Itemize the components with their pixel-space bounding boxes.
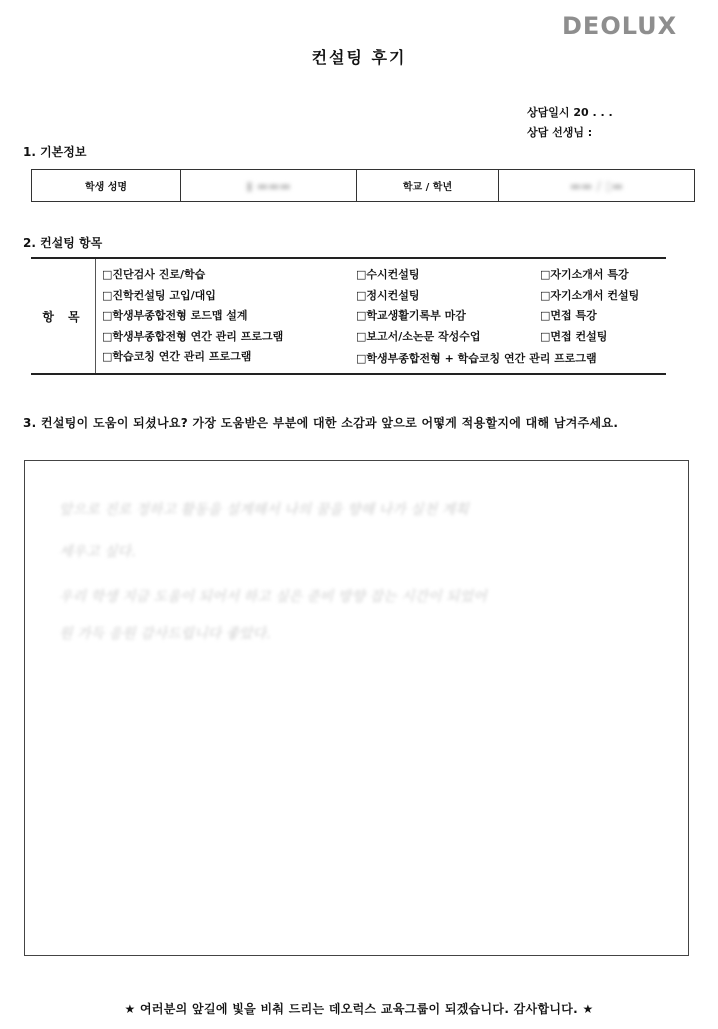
handwritten-line: 원 가득 응원 감사드립니다 좋았다.	[59, 626, 271, 642]
checkbox-item[interactable]: □수시컨설팅	[356, 268, 420, 281]
consulting-items-table	[31, 257, 666, 375]
section-consulting-items-heading: 2. 컨설팅 항목	[23, 236, 103, 250]
items-column-3	[540, 265, 639, 347]
school-grade-label: 학교 / 학년	[357, 170, 499, 202]
checkbox-item[interactable]: □학생부종합전형 로드맵 설계	[102, 309, 248, 322]
handwritten-line: 세우고 싶다.	[59, 544, 136, 560]
items-column-1	[102, 265, 283, 368]
basic-info-table	[31, 169, 695, 202]
checkbox-item[interactable]: □정시컨설팅	[356, 288, 420, 302]
checkbox-item-wide[interactable]: □학생부종합전형 + 학습코칭 연간 관리 프로그램	[356, 352, 597, 365]
checkbox-item[interactable]: □학교생활기록부 마감	[356, 309, 466, 322]
student-name-label: 학생 성명	[32, 170, 181, 202]
handwritten-line: 우리 학생 지금 도움이 되어서 하고 싶은 준비 방향 잡는 시간이 되었어	[59, 589, 487, 605]
checkbox-item[interactable]: □자기소개서 특강	[540, 268, 629, 281]
checkbox-item[interactable]: □진학컨설팅 고입/대입	[102, 288, 216, 302]
school-grade-value	[499, 170, 695, 202]
page-title: 컨설팅 후기	[311, 48, 407, 67]
section-basic-info-heading: 1. 기본정보	[23, 145, 87, 159]
checkbox-item[interactable]: □학습코칭 연간 관리 프로그램	[102, 350, 252, 363]
checkbox-item[interactable]: □학생부종합전형 연간 관리 프로그램	[102, 329, 284, 343]
student-name-value	[181, 170, 357, 202]
student-name-redacted: ▮ ▬▬▬	[246, 178, 291, 193]
handwritten-line: 앞으로 진로 정하고 활동을 설계해서 나의 꿈을 향해 나가 실천 계획	[59, 502, 469, 518]
footer-message: ★ 여러분의 앞길에 빛을 비춰 드리는 데오럭스 교육그룹이 되겠습니다. 감사합니다. ★	[124, 1002, 594, 1016]
consult-date: 상담일시 20 . . .	[527, 106, 613, 119]
checkbox-item[interactable]: □자기소개서 컨설팅	[540, 288, 640, 302]
checkbox-item[interactable]: □면접 컨설팅	[540, 329, 608, 343]
school-grade-redacted: ▬▬ / ▯▬	[569, 178, 624, 193]
consult-teacher: 상담 선생님 :	[527, 126, 593, 139]
checkbox-item[interactable]: □면접 특강	[540, 309, 597, 322]
checkbox-item[interactable]: □진단검사 진로/학습	[102, 268, 206, 281]
feedback-answer-box[interactable]	[24, 460, 689, 956]
items-column-2	[356, 265, 481, 347]
section-feedback-question: 3. 컨설팅이 도움이 되셨나요? 가장 도움받은 부분에 대한 소감과 앞으로 어떻게 적용할지에 대해 남겨주세요.	[23, 416, 619, 430]
deolux-logo: DEOLUX	[562, 12, 678, 40]
items-label: 항목	[31, 259, 96, 373]
checkbox-item[interactable]: □보고서/소논문 작성수업	[356, 329, 481, 343]
